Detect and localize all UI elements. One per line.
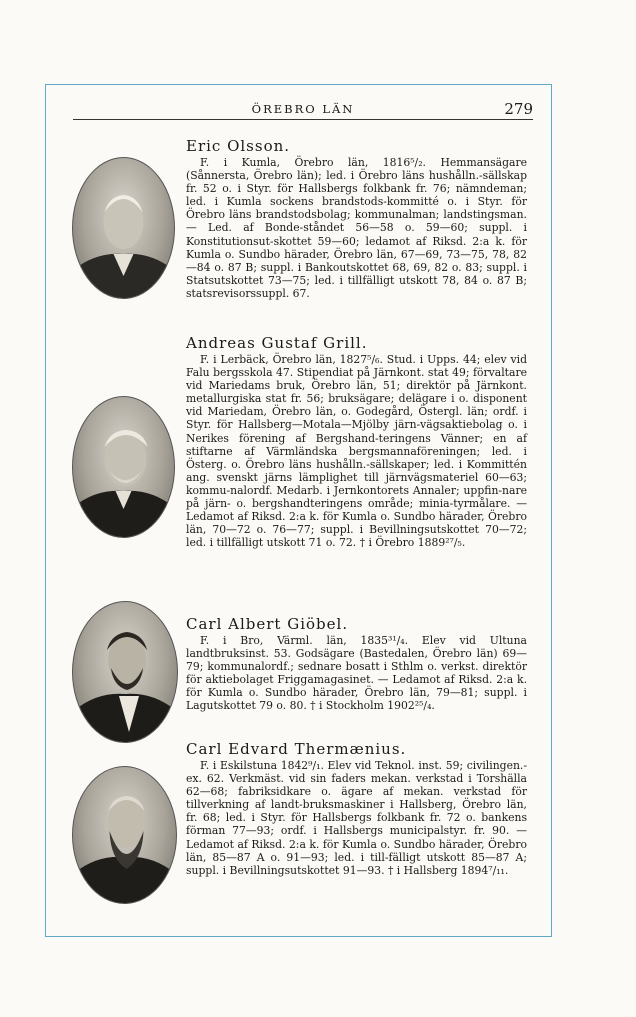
portrait-carl-albert-giobel-image bbox=[73, 602, 177, 742]
running-head-title: ÖREBRO LÄN bbox=[251, 102, 355, 116]
entry-name: Andreas Gustaf Grill. bbox=[186, 334, 368, 352]
entry-eric-olsson bbox=[186, 136, 527, 300]
entry-carl-edvard-thermaenius bbox=[186, 739, 527, 877]
entry-biography: F. i Eskilstuna 1842⁹/₁. Elev vid Teknol. inst. 59; civilingen.-ex. 62. Verkmäst. vid sin faders mekan. verkstad i Torshälla 62—68; fabriksidkare o. ägare af mekan. verkstad för tillverkning af landt-bruksmaskiner i Hallsberg, Örebro län, fr. 68; led. i Styr. för Hallsbergs folkbank fr. 72 o. bankens förman 77—93; ordf. i Hallsbergs municipalstyr. fr. 90. — Ledamot af Riksd. 2:a k. för Kumla o. Sundbo härader, Örebro län, 85—87 A o. 91—93; led. i till-fälligt utskott 85—87 A; suppl. i Bevillningsutskottet 91—93. † i Hallsberg 1894⁷/₁₁. bbox=[186, 759, 527, 877]
entry-andreas-gustaf-grill bbox=[186, 333, 527, 549]
running-head bbox=[73, 100, 533, 120]
entry-carl-albert-giobel bbox=[186, 614, 527, 713]
portrait-carl-albert-giobel bbox=[72, 601, 178, 743]
portrait-eric-olsson bbox=[72, 157, 175, 299]
portrait-carl-edvard-thermaenius-image bbox=[73, 767, 176, 903]
portrait-carl-edvard-thermaenius bbox=[72, 766, 177, 904]
portrait-andreas-gustaf-grill bbox=[72, 396, 175, 538]
entry-biography: F. i Lerbäck, Örebro län, 1827⁵/₆. Stud. i Upps. 44; elev vid Falu bergsskola 47. Stipendiat på Järnkont. stat 49; förvaltare vid Mariedams bruk, Örebro län, 51; direktör på Järnkont. metallurgiska stat fr. 56; bruksägare; delägare i o. disponent vid Mariedam, Örebro län, o. Godegård, Östergl. län; ordf. i Styr. för Hallsberg—Motala—Mjölby järn-vägsaktiebolag o. i Nerikes förening af Bergshand-teringens Vänner; en af stiftarne af Värmländska bergsmannaföreningen; led. i Österg. o. Örebro läns hushålln.-sällskaper; led. i Kommittén ang. svenskt järns lämplighet till järnvägsmateriel 60—63; kommu-nalordf. Medarb. i Jernkontorets Annaler; uppfin-nare på järn- o. bergshandteringens område; minia-tyrmålare. — Ledamot af Riksd. 2:a k. för Kumla o. Sundbo härader, Örebro län, 70—72 o. 76—77; suppl. i Bevillningsutskottet 70—72; led. i tillfälligt utskott 71 o. 72. † i Örebro 1889²⁷/₅. bbox=[186, 353, 527, 550]
entry-biography: F. i Kumla, Örebro län, 1816⁵/₂. Hemmansägare (Sånnersta, Örebro län); led. i Örebro läns hushålln.-sällskap fr. 52 o. i Styr. för Hallsbergs folkbank fr. 76; nämndeman; led. i Kumla sockens brandstods-kommitté o. i Styr. för Örebro läns brandstodsbolag; kommunalman; landstingsman. — Led. af Bonde-ståndet 56—58 o. 59—60; suppl. i Konstitutionsut-skottet 59—60; ledamot af Riksd. 2:a k. för Kumla o. Sundbo härader, Örebro län, 67—69, 73—75, 78, 82 —84 o. 87 B; suppl. i Bankoutskottet 68, 69, 82 o. 83; suppl. i Statsutskottet 73—75; led. i tillfälligt utskott 78, 84 o. 87 B; statsrevisorssuppl. 67. bbox=[186, 156, 527, 300]
header-rule bbox=[73, 119, 533, 120]
portrait-andreas-gustaf-grill-image bbox=[73, 397, 174, 537]
entry-name: Carl Edvard Thermænius. bbox=[186, 740, 407, 758]
entry-name: Carl Albert Giöbel. bbox=[186, 615, 349, 633]
entry-name: Eric Olsson. bbox=[186, 137, 291, 155]
page-number: 279 bbox=[504, 100, 533, 118]
entry-biography: F. i Bro, Värml. län, 1835³¹/₄. Elev vid Ultuna landtbruksinst. 53. Godsägare (Bastedalen, Örebro län) 69—79; kommunalordf.; sednare bosatt i Sthlm o. verkst. direktör för aktiebolaget Friggamagasinet. — Ledamot af Riksd. 2:a k. för Kumla o. Sundbo härader, Örebro län, 79—81; suppl. i Lagutskottet 79 o. 80. † i Stockholm 1902²⁵/₄. bbox=[186, 634, 527, 713]
portrait-eric-olsson-image bbox=[73, 158, 174, 298]
